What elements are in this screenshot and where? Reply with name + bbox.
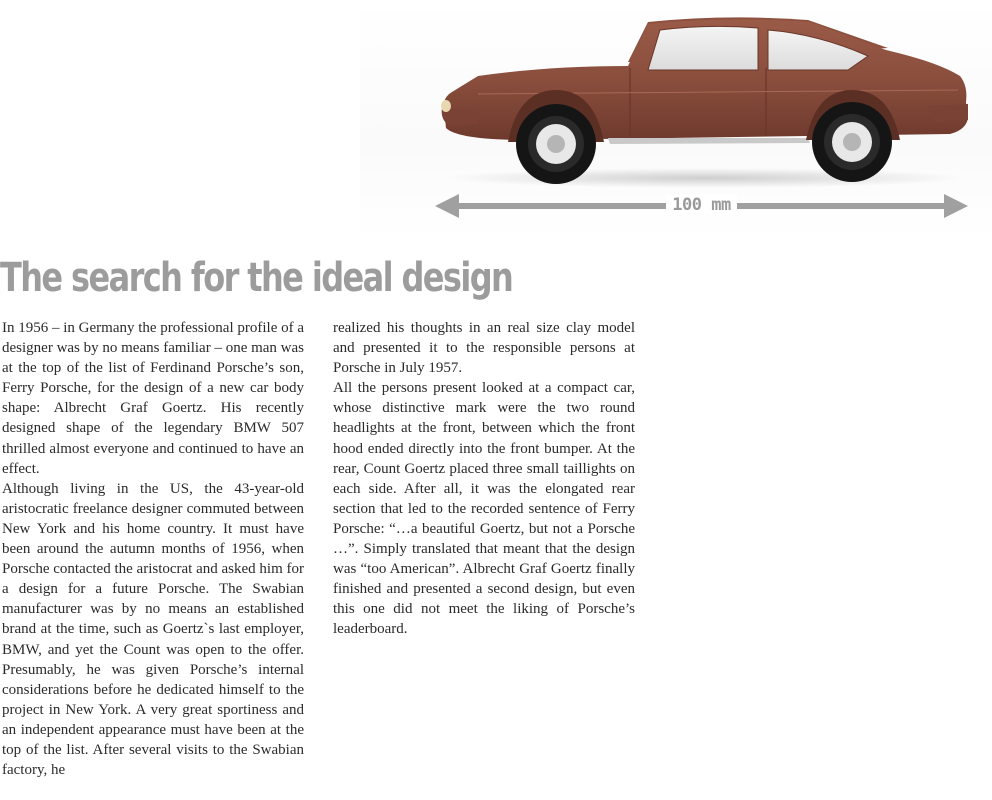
paragraph: In 1956 – in Germany the professional profile of a designer was by no means familiar – one man was at the top of the list of Ferdinand Porsche’s son, Ferry Porsche, for the design of a new car body shape: Albrecht Graf Goertz. His recently designed shape of the legendary BMW 507 thrilled almost everyone and continued to have an effect. (2, 320, 304, 477)
paragraph: realized his thoughts in an real size clay model and presented it to the responsible persons at Porsche in July 1957. (333, 320, 635, 377)
model-car-image (438, 10, 974, 190)
article-column-right (333, 318, 635, 640)
paragraph: Although living in the US, the 43-year-old aristocratic freelance designer commuted between New York and his home country. It must have been around the autumn months of 1956, when Porsche contacted the aristocrat and asked him for a design for a future Porsche. The Swabian manufacturer was by no means an established brand at the time, such as Goertz`s last employer, BMW, and yet the Count was open to the offer. Presumably, he was given Porsche’s internal considerations before he dedicated himself to the project in New York. A very great sportiness and an independent appearance must have been at the top of the list. After several visits to the Swabian factory, he (2, 480, 304, 779)
paragraph: All the persons present looked at a compact car, whose distinctive mark were the two round headlights at the front, between which the front hood ended directly into the front bumper. At the rear, Count Goertz placed three small taillights on each side. After all, it was the elongated rear section that led to the recorded sentence of Ferry Porsche: “…a beautiful Goertz, but not a Porsche …”. Simply translated that meant that the design was “too American”. Albrecht Graf Goertz finally finished and presented a second design, but even this one did not meet the liking of Porsche’s leaderboard. (333, 380, 635, 638)
dimension-label: 100 mm (435, 195, 968, 215)
page-title: The search for the ideal design (0, 255, 513, 301)
dimension-arrow (435, 191, 968, 221)
article-column-left (2, 318, 304, 780)
hero-image (360, 0, 992, 240)
